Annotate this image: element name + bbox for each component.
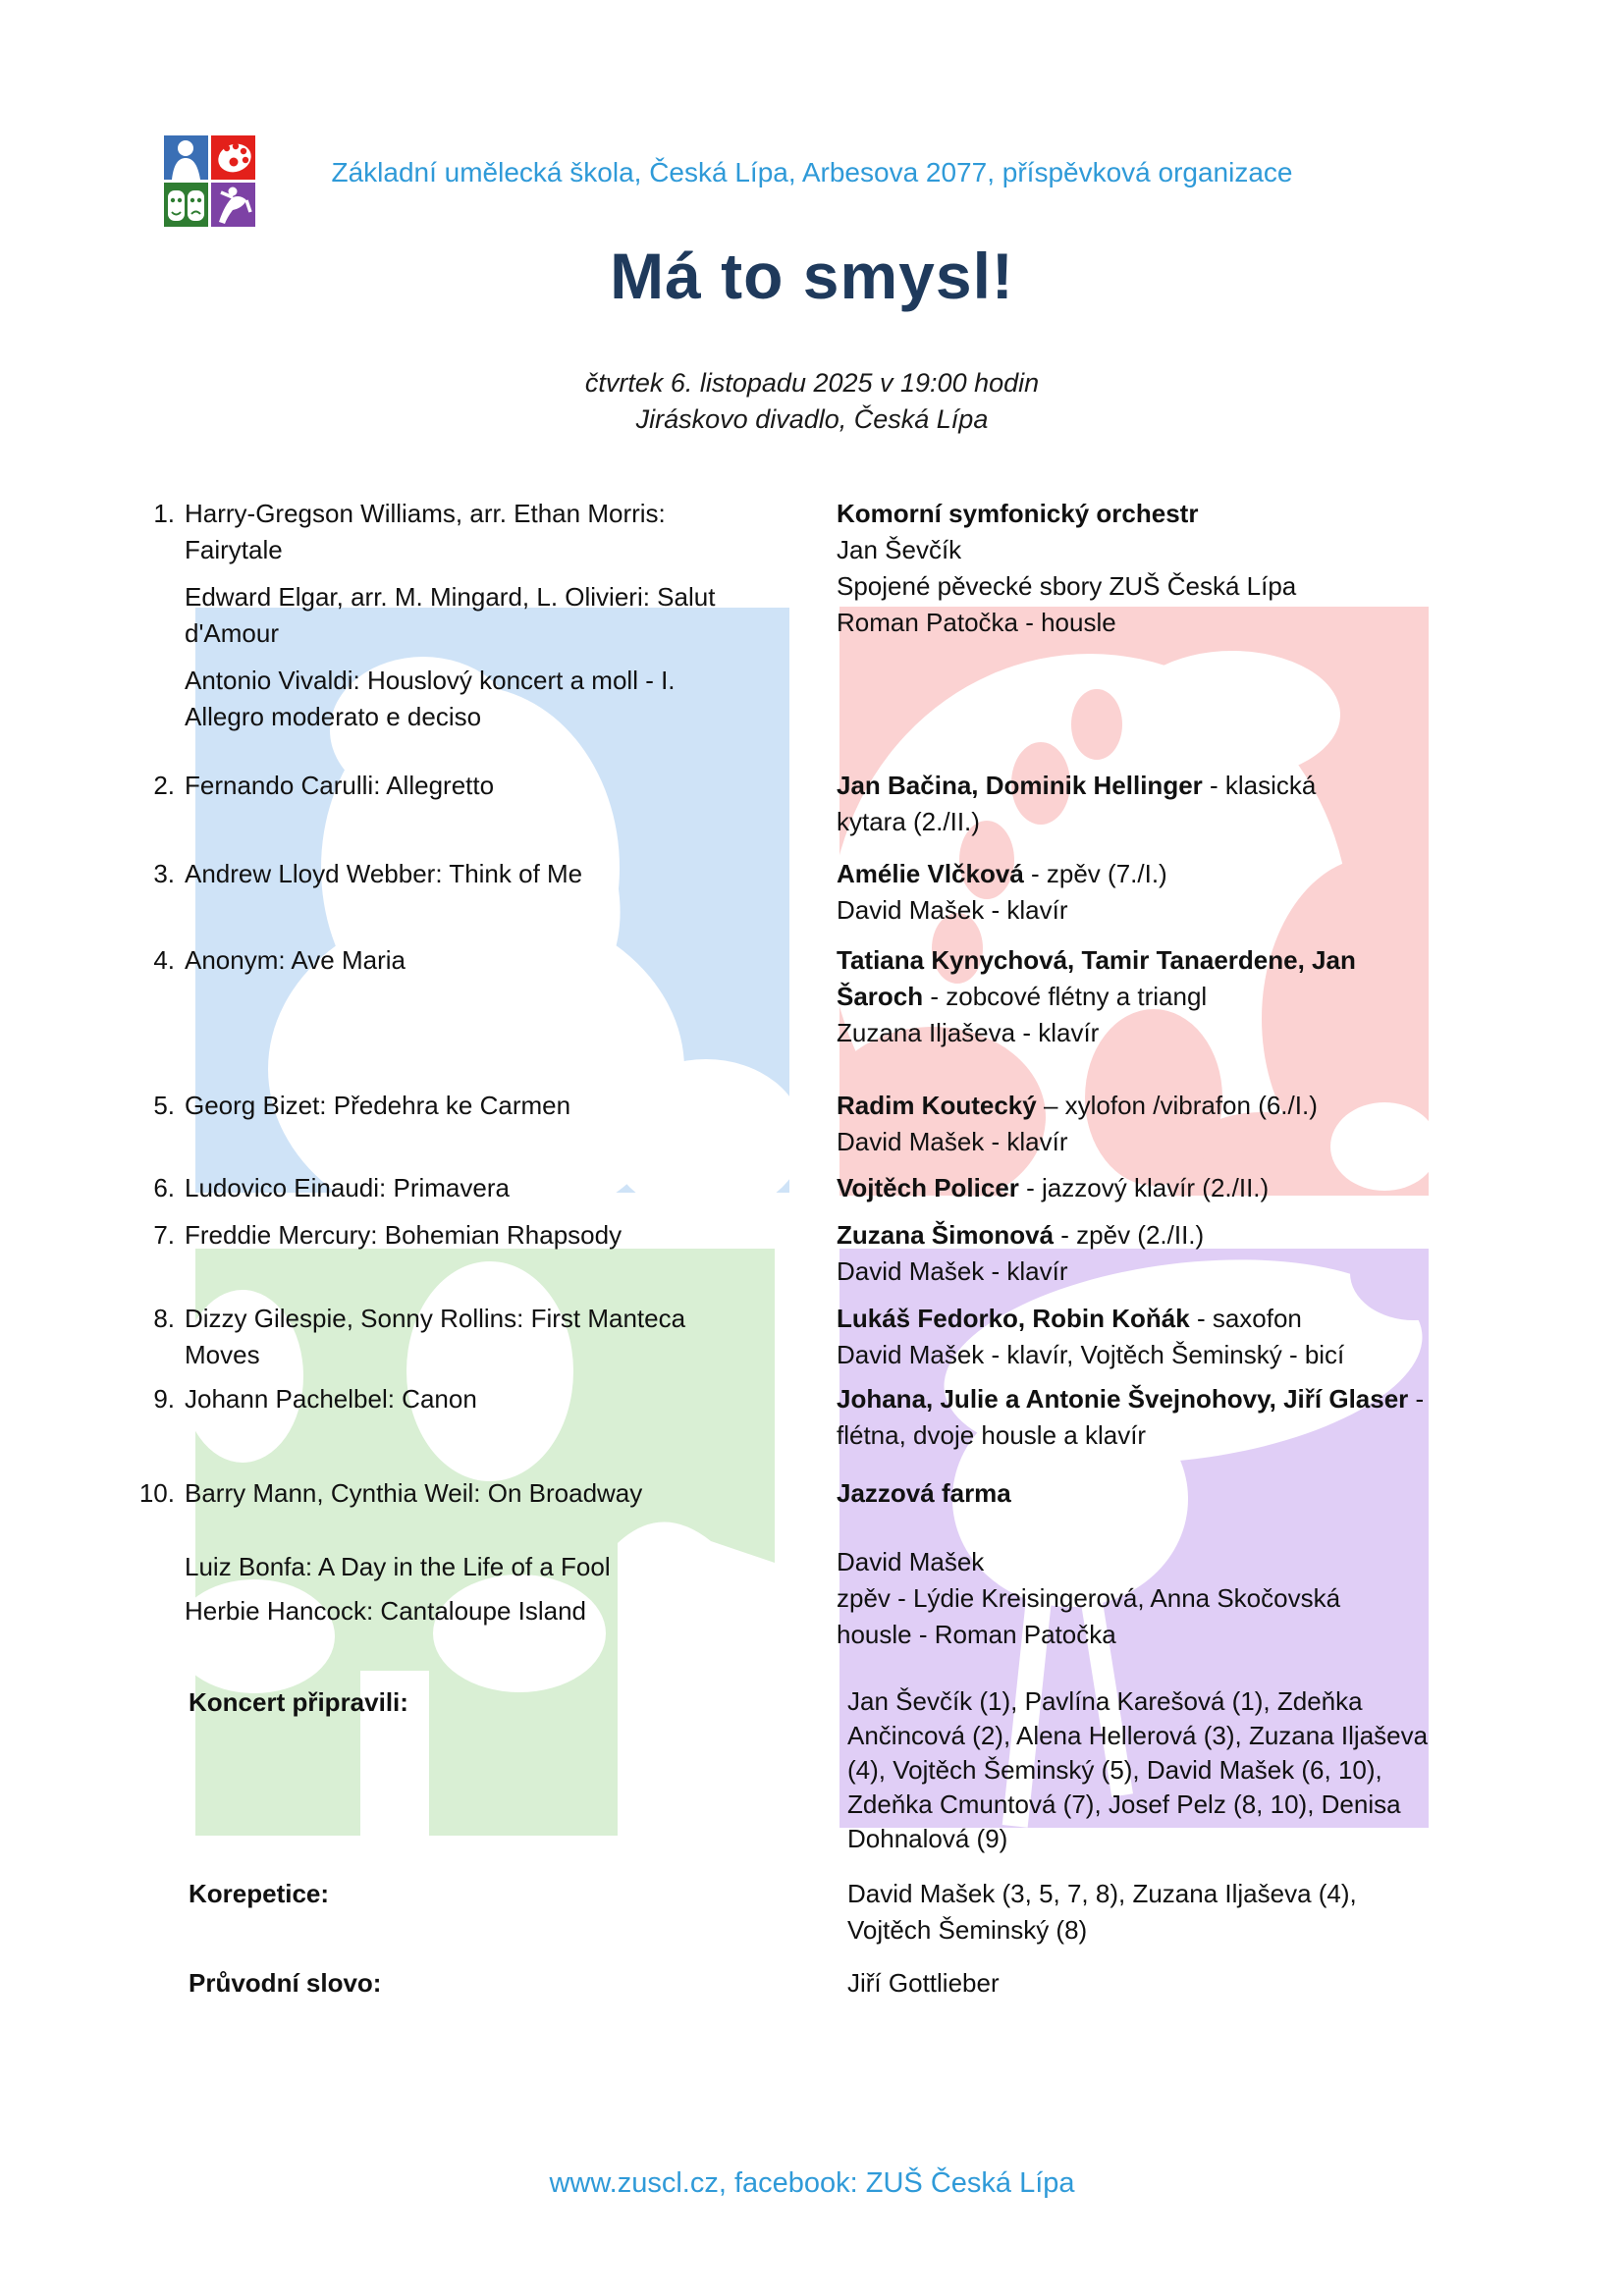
item-performers: Tatiana Kynychová, Tamir Tanaerdene, Jan Šaroch - zobcové flétny a triangl Zuzana Iljaševa - klavír (837, 945, 1356, 1047)
item-pieces: Harry-Gregson Williams, arr. Ethan Morris: Fairytale Edward Elgar, arr. M. Mingard, L. Olivieri: Salut d'Amour Antonio Vivaldi: Houslový koncert a moll - I. Allegro moderato e deciso (185, 499, 716, 731)
item-pieces: Georg Bizet: Předehra ke Carmen (185, 1091, 571, 1120)
concert-title: Má to smysl! (610, 240, 1014, 312)
footer-website-link[interactable]: www.zuscl.cz, facebook: ZUŠ Česká Lípa (549, 2167, 1075, 2199)
school-name-line: Základní umělecká škola, Česká Lípa, Arbesova 2077, příspěvková organizace (331, 157, 1293, 187)
item-number: 10. (138, 1478, 175, 1508)
item-performers: Komorní symfonický orchestr Jan Ševčík Spojené pěvecké sbory ZUŠ Česká Lípa Roman Patočka - housle (837, 499, 1297, 637)
item-pieces: Johann Pachelbel: Canon (185, 1384, 477, 1414)
item-pieces: Fernando Carulli: Allegretto (185, 771, 495, 800)
item-number: 2. (153, 771, 175, 800)
item-number: 6. (153, 1173, 175, 1202)
concert-venue: Jiráskovo divadlo, Česká Lípa (635, 404, 989, 434)
credit-names: David Mašek (3, 5, 7, 8), Zuzana Iljaševa (4), Vojtěch Šeminský (8) (847, 1879, 1357, 1945)
item-pieces: Freddie Mercury: Bohemian Rhapsody (185, 1220, 623, 1250)
item-number: 8. (153, 1304, 175, 1333)
concert-date: čtvrtek 6. listopadu 2025 v 19:00 hodin (584, 368, 1040, 398)
item-performers: Vojtěch Policer - jazzový klavír (2./II.) (837, 1173, 1270, 1202)
item-performers: Jan Bačina, Dominik Hellinger - klasická kytara (2./II.) (837, 771, 1317, 836)
item-performers: Amélie Vlčková - zpěv (7./I.) David Mašek - klavír (837, 859, 1167, 925)
item-performers: Johana, Julie a Antonie Švejnohovy, Jiří Glaser - flétna, dvoje housle a klavír (837, 1384, 1425, 1450)
credit-names: Jan Ševčík (1), Pavlína Karešová (1), Zdeňka Ančincová (2), Alena Hellerová (3), Zuzana Iljaševa (4), Vojtěch Šeminský (5), David Mašek (6, 10), Zdeňka Cmuntová (7), Josef Pelz (8, 10), Denisa Dohnalová (9) (847, 1686, 1429, 1853)
item-number: 7. (153, 1220, 175, 1250)
credit-label: Koncert připravili: (189, 1687, 408, 1717)
credit-label: Průvodní slovo: (189, 1968, 382, 1998)
item-pieces: Anonym: Ave Maria (185, 945, 406, 975)
item-performers: Lukáš Fedorko, Robin Koňák - saxofon David Mašek - klavír, Vojtěch Šeminský - bicí (837, 1304, 1345, 1369)
item-number: 4. (153, 945, 175, 975)
item-number: 9. (153, 1384, 175, 1414)
item-pieces: Barry Mann, Cynthia Weil: On Broadway Luiz Bonfa: A Day in the Life of a Fool Herbie Hancock: Cantaloupe Island (185, 1478, 643, 1626)
item-pieces: Dizzy Gilespie, Sonny Rollins: First Manteca Moves (185, 1304, 686, 1369)
item-number: 5. (153, 1091, 175, 1120)
item-pieces: Ludovico Einaudi: Primavera (185, 1173, 510, 1202)
item-number: 1. (153, 499, 175, 528)
item-performers: Zuzana Šimonová - zpěv (2./II.) David Mašek - klavír (837, 1220, 1205, 1286)
item-pieces: Andrew Lloyd Webber: Think of Me (185, 859, 583, 888)
credit-names: Jiří Gottlieber (847, 1968, 1000, 1998)
item-number: 3. (153, 859, 175, 888)
item-performers: Jazzová farma David Mašek zpěv - Lýdie Kreisingerová, Anna Skočovská housle - Roman Patočka (837, 1478, 1341, 1649)
item-performers: Radim Koutecký – xylofon /vibrafon (6./I.) David Mašek - klavír (837, 1091, 1318, 1156)
credit-label: Korepetice: (189, 1879, 330, 1908)
